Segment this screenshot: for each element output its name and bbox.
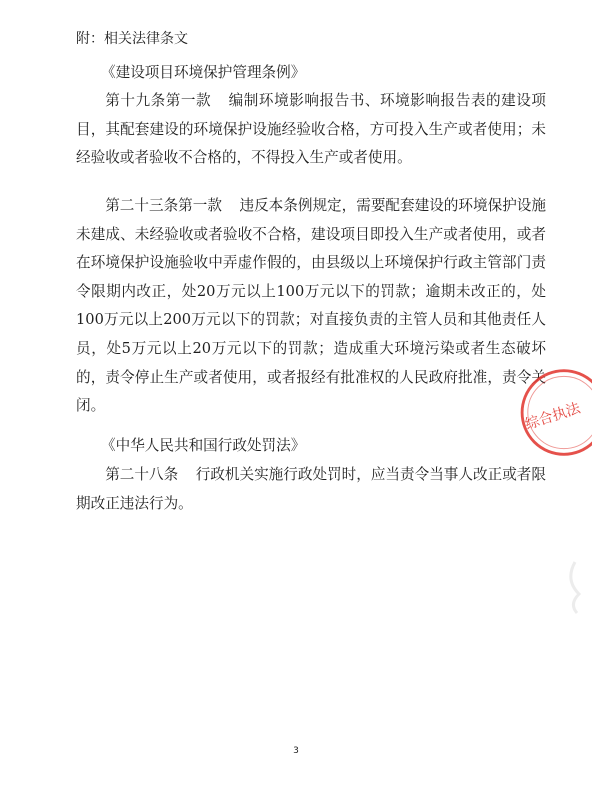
law-title-penalty-law: 《中华人民共和国行政处罚法》 bbox=[101, 437, 306, 454]
article-19-number: 第十九条第一款 bbox=[105, 92, 212, 109]
article-28-text: 行政机关实施行政处罚时，应当责令当事人改正或者限期改正违法行为。 bbox=[76, 466, 546, 512]
article-19-paragraph bbox=[76, 87, 546, 173]
article-19-section bbox=[76, 87, 546, 173]
article-28-paragraph bbox=[76, 461, 546, 518]
article-23-paragraph bbox=[76, 192, 546, 421]
article-23-number: 第二十三条第一款 bbox=[105, 197, 222, 214]
article-23-section bbox=[76, 192, 546, 421]
article-19-text: 编制环境影响报告书、环境影响报告表的建设项目，其配套建设的环境保护设施经验收合格，方可投入生产或者使用；未经验收或者验收不合格的，不得投入生产或者使用。 bbox=[76, 92, 546, 167]
law-title-regulation: 《建设项目环境保护管理条例》 bbox=[101, 64, 306, 81]
article-28-section bbox=[76, 461, 546, 518]
seal-bleed-mark-icon bbox=[535, 560, 585, 615]
appendix-title: 附：相关法律条文 bbox=[76, 31, 188, 47]
article-28-number: 第二十八条 bbox=[105, 466, 179, 483]
page-number: 3 bbox=[293, 746, 299, 756]
official-seal-icon bbox=[505, 365, 592, 460]
article-23-text: 违反本条例规定，需要配套建设的环境保护设施未建成、未经验收或者验收不合格，建设项目即投入生产或者使用，或者在环境保护设施验收中弄虚作假的，由县级以上环境保护行政主管部门责令限期内改正，处20万元以上100万元以下的罚款；逾期未改正的，处100万元以上200万元以下的罚款；对直接负责的主管人员和其他责任人员，处5万元以上20万元以下的罚款；造成重大环境污染或者生态破坏的，责令停止生产或者使用，或者报经有批准权的人民政府批准，责令关闭。 bbox=[76, 197, 546, 415]
svg-text:综合执法: 综合执法 bbox=[523, 400, 583, 434]
